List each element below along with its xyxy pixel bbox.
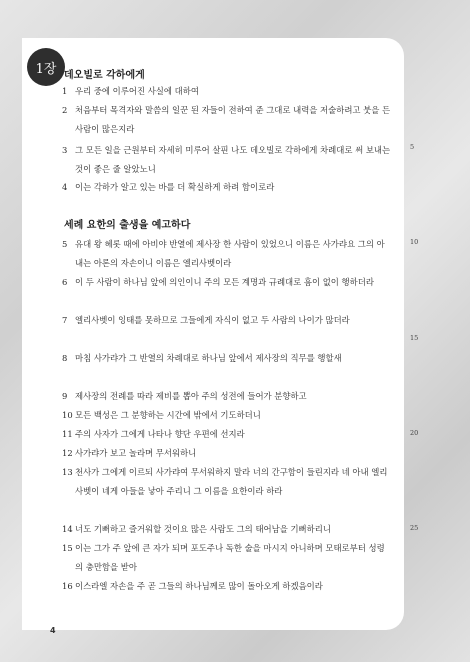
verse-text: 천사가 그에게 이르되 사가랴여 무서워하지 말라 너의 간구함이 들린지라 네 아내 엘리사벳이 네게 아들을 낳아 주리니 그 이름을 요한이라 하라 bbox=[75, 467, 388, 496]
verse bbox=[62, 425, 392, 444]
verse-number: 6 bbox=[62, 277, 68, 287]
verse-text: 처음부터 목격자와 말씀의 일꾼 된 자들이 전하여 준 그대로 내력을 저술하려고 붓을 든 사람이 많은지라 bbox=[75, 105, 391, 134]
verse-text: 이는 그가 주 앞에 큰 자가 되며 포도주나 독한 술을 마시지 아니하며 모태로부터 성령의 충만함을 받아 bbox=[75, 543, 385, 572]
verse-text: 주의 사자가 그에게 나타나 향단 우편에 선지라 bbox=[75, 429, 245, 439]
verse-text: 모든 백성은 그 분향하는 시간에 밖에서 기도하더니 bbox=[75, 410, 261, 420]
verse-number: 11 bbox=[62, 429, 73, 439]
chapter-badge: 1장 bbox=[27, 48, 65, 86]
verse-number: 15 bbox=[62, 543, 73, 553]
verse bbox=[62, 82, 392, 101]
verse bbox=[62, 235, 392, 273]
line-number-marker: 25 bbox=[410, 524, 419, 532]
verse bbox=[62, 387, 392, 406]
verse bbox=[62, 311, 392, 330]
verse bbox=[62, 539, 392, 577]
verse-text: 사가랴가 보고 놀라며 무서워하니 bbox=[75, 448, 197, 458]
verse-number: 3 bbox=[62, 145, 68, 155]
verse-number: 5 bbox=[62, 239, 68, 249]
verse bbox=[62, 273, 392, 292]
verse-text: 그 모든 일을 근원부터 자세히 미루어 살핀 나도 데오빌로 각하에게 차례대로 써 보내는 것이 좋은 줄 알았노니 bbox=[75, 145, 391, 174]
verse-number: 7 bbox=[62, 315, 68, 325]
verse-text: 너도 기뻐하고 즐거워할 것이요 많은 사람도 그의 태어남을 기뻐하리니 bbox=[75, 524, 331, 534]
verse-number: 12 bbox=[62, 448, 73, 458]
verse bbox=[62, 178, 392, 197]
verse-number: 10 bbox=[62, 410, 73, 420]
line-number-marker: 15 bbox=[410, 334, 419, 342]
line-number-marker: 20 bbox=[410, 429, 419, 437]
verse-text: 이스라엘 자손을 주 곧 그들의 하나님께로 많이 돌아오게 하겠음이라 bbox=[75, 581, 323, 591]
section-title: 세례 요한의 출생을 예고하다 bbox=[64, 220, 191, 231]
verse-text: 마침 사가랴가 그 반열의 차례대로 하나님 앞에서 제사장의 직무를 행할새 bbox=[75, 353, 342, 363]
page-number: 4 bbox=[50, 626, 56, 635]
verse bbox=[62, 101, 392, 139]
verse bbox=[62, 520, 392, 539]
verse bbox=[62, 463, 392, 501]
verse-number: 9 bbox=[62, 391, 68, 401]
line-number-marker: 10 bbox=[410, 238, 419, 246]
verse bbox=[62, 349, 392, 368]
verse bbox=[62, 141, 392, 179]
verse bbox=[62, 444, 392, 463]
verse bbox=[62, 406, 392, 425]
verse-number: 4 bbox=[62, 182, 68, 192]
verse bbox=[62, 577, 392, 596]
line-number-marker: 5 bbox=[410, 143, 415, 151]
verse-number: 14 bbox=[62, 524, 73, 534]
verse-number: 2 bbox=[62, 105, 68, 115]
verse-text: 제사장의 전례를 따라 제비를 뽑아 주의 성전에 들어가 분향하고 bbox=[75, 391, 307, 401]
verse-number: 8 bbox=[62, 353, 68, 363]
verse-text: 이 두 사람이 하나님 앞에 의인이니 주의 모든 계명과 규례대로 흠이 없이 행하더라 bbox=[75, 277, 374, 287]
verse-text: 유대 왕 헤롯 때에 아비야 반열에 제사장 한 사람이 있었으니 이름은 사가랴요 그의 아내는 아론의 자손이니 이름은 엘리사벳이라 bbox=[75, 239, 385, 268]
verse-text: 이는 각하가 알고 있는 바를 더 확실하게 하려 함이로라 bbox=[75, 182, 275, 192]
verse-number: 16 bbox=[62, 581, 73, 591]
verse-text: 우리 중에 이루어진 사실에 대하여 bbox=[75, 86, 199, 96]
verse-number: 13 bbox=[62, 467, 73, 477]
verse-text: 엘리사벳이 잉태를 못하므로 그들에게 자식이 없고 두 사람의 나이가 많더라 bbox=[75, 315, 350, 325]
section-title: 데오빌로 각하에게 bbox=[64, 70, 145, 81]
verse-number: 1 bbox=[62, 86, 68, 96]
